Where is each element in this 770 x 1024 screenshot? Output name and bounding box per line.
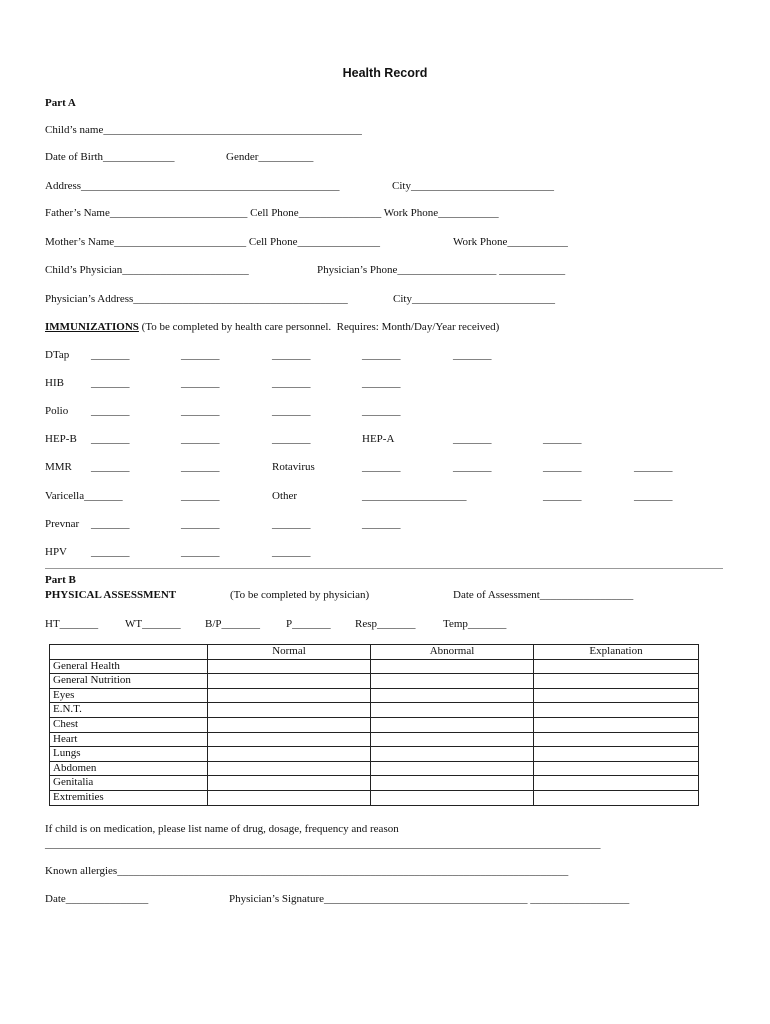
mother-work-phone-field[interactable]: Work Phone___________ (453, 236, 568, 248)
table-row (50, 747, 699, 762)
abnormal-cell[interactable] (371, 776, 534, 791)
childs-physician-field[interactable]: Child’s Physician_______________________ (45, 264, 249, 276)
row-label: Heart (50, 732, 208, 747)
physician-address-field[interactable]: Physician’s Address_______________________________________ (45, 293, 348, 305)
row-label: General Health (50, 659, 208, 674)
dtap-blank[interactable]: _______ (91, 349, 130, 361)
normal-cell[interactable] (208, 659, 371, 674)
abnormal-cell[interactable] (371, 688, 534, 703)
table-row (50, 776, 699, 791)
gender-field[interactable]: Gender__________ (226, 151, 314, 163)
height-field[interactable]: HT_______ (45, 618, 99, 630)
mmr-blank[interactable]: _______ (91, 461, 130, 473)
prevnar-blank[interactable]: _______ (91, 518, 130, 530)
table-row (50, 703, 699, 718)
normal-cell[interactable] (208, 703, 371, 718)
explanation-cell[interactable] (534, 703, 699, 718)
hpv-blank[interactable]: _______ (91, 546, 130, 558)
varicella-field[interactable]: Varicella_______ (45, 490, 123, 502)
hepb-blank[interactable]: _______ (181, 433, 220, 445)
abnormal-cell[interactable] (371, 717, 534, 732)
table-row (50, 674, 699, 689)
abnormal-cell[interactable] (371, 703, 534, 718)
row-label: Extremities (50, 790, 208, 805)
part-b-label: Part B (45, 574, 76, 586)
pulse-field[interactable]: P_______ (286, 618, 331, 630)
known-allergies-field[interactable]: Known allergies__________________________________________________________________________________ (45, 865, 569, 877)
normal-cell[interactable] (208, 688, 371, 703)
table-header-cell: Abnormal (371, 645, 534, 660)
explanation-cell[interactable] (534, 790, 699, 805)
date-of-assessment-field[interactable]: Date of Assessment_________________ (453, 589, 634, 601)
table-header-cell: Normal (208, 645, 371, 660)
hepb-blank[interactable]: _______ (272, 433, 311, 445)
physical-assessment-heading: PHYSICAL ASSESSMENT (45, 589, 177, 601)
blood-pressure-field[interactable]: B/P_______ (205, 618, 261, 630)
prevnar-blank[interactable]: _______ (272, 518, 311, 530)
physical-assessment-note: (To be completed by physician) (230, 589, 370, 601)
rotavirus-blank[interactable]: _______ (634, 461, 673, 473)
hpv-label: HPV (45, 546, 68, 558)
hib-label: HIB (45, 377, 64, 389)
abnormal-cell[interactable] (371, 732, 534, 747)
normal-cell[interactable] (208, 761, 371, 776)
table-row (50, 659, 699, 674)
city-field[interactable]: City__________________________ (392, 180, 554, 192)
table-header-cell: Explanation (534, 645, 699, 660)
normal-cell[interactable] (208, 747, 371, 762)
hepa-blank[interactable]: _______ (543, 433, 582, 445)
hepb-label: HEP-B (45, 433, 77, 445)
table-row (50, 761, 699, 776)
other-blank[interactable]: _______ (634, 490, 673, 502)
abnormal-cell[interactable] (371, 659, 534, 674)
hpv-blank[interactable]: _______ (272, 546, 311, 558)
section-divider (45, 568, 723, 569)
prevnar-label: Prevnar (45, 518, 80, 530)
dtap-label: DTap (45, 349, 70, 361)
normal-cell[interactable] (208, 790, 371, 805)
table-row (50, 732, 699, 747)
normal-cell[interactable] (208, 776, 371, 791)
table-header-cell (50, 645, 208, 660)
date-of-birth-field[interactable]: Date of Birth_____________ (45, 151, 175, 163)
explanation-cell[interactable] (534, 717, 699, 732)
hepa-label: HEP-A (362, 433, 395, 445)
polio-blank[interactable]: _______ (91, 405, 130, 417)
mother-info-field[interactable]: Mother’s Name________________________ Cell Phone_______________ (45, 236, 380, 248)
explanation-cell[interactable] (534, 776, 699, 791)
physician-city-field[interactable]: City__________________________ (393, 293, 555, 305)
row-label: Eyes (50, 688, 208, 703)
row-label: Abdomen (50, 761, 208, 776)
row-label: Lungs (50, 747, 208, 762)
normal-cell[interactable] (208, 732, 371, 747)
row-label: General Nutrition (50, 674, 208, 689)
abnormal-cell[interactable] (371, 674, 534, 689)
table-row (50, 790, 699, 805)
mmr-label: MMR (45, 461, 72, 473)
hepb-blank[interactable]: _______ (91, 433, 130, 445)
polio-blank[interactable]: _______ (181, 405, 220, 417)
childs-name-field[interactable]: Child’s name_______________________________________________ (45, 124, 362, 136)
hpv-blank[interactable]: _______ (181, 546, 220, 558)
polio-blank[interactable]: _______ (272, 405, 311, 417)
weight-field[interactable]: WT_______ (125, 618, 181, 630)
row-label: Chest (50, 717, 208, 732)
physician-signature-field[interactable]: Physician’s Signature_____________________________________ __________________ (229, 893, 630, 905)
rotavirus-blank[interactable]: _______ (543, 461, 582, 473)
hepa-blank[interactable]: _______ (453, 433, 492, 445)
explanation-cell[interactable] (534, 688, 699, 703)
dtap-blank[interactable]: _______ (181, 349, 220, 361)
abnormal-cell[interactable] (371, 761, 534, 776)
normal-cell[interactable] (208, 717, 371, 732)
explanation-cell[interactable] (534, 732, 699, 747)
explanation-cell[interactable] (534, 761, 699, 776)
address-field[interactable]: Address_______________________________________________ (45, 180, 340, 192)
other-label: Other (272, 490, 298, 502)
rotavirus-blank[interactable]: _______ (362, 461, 401, 473)
medication-line[interactable]: _____________________________________________________________________________________________________ (45, 838, 601, 850)
normal-cell[interactable] (208, 674, 371, 689)
hib-blank[interactable]: _______ (91, 377, 130, 389)
rotavirus-label: Rotavirus (272, 461, 315, 473)
row-label: Genitalia (50, 776, 208, 791)
respiration-field[interactable]: Resp_______ (355, 618, 416, 630)
table-row (50, 688, 699, 703)
prevnar-blank[interactable]: _______ (181, 518, 220, 530)
immunizations-note: (To be completed by health care personnel. Requires: Month/Day/Year received) (138, 321, 500, 333)
explanation-cell[interactable] (534, 747, 699, 762)
polio-blank[interactable]: _______ (362, 405, 401, 417)
dtap-blank[interactable]: _______ (272, 349, 311, 361)
father-info-field[interactable]: Father’s Name_________________________ Cell Phone_______________ Work Phone___________ (45, 207, 499, 219)
hib-blank[interactable]: _______ (362, 377, 401, 389)
row-label: E.N.T. (50, 703, 208, 718)
polio-label: Polio (45, 405, 69, 417)
varicella-blank[interactable]: _______ (181, 490, 220, 502)
abnormal-cell[interactable] (371, 790, 534, 805)
mmr-blank[interactable]: _______ (181, 461, 220, 473)
rotavirus-blank[interactable]: _______ (453, 461, 492, 473)
part-a-label: Part A (45, 97, 76, 109)
dtap-blank[interactable]: _______ (362, 349, 401, 361)
other-blank[interactable]: _______ (543, 490, 582, 502)
immunizations-heading (45, 321, 499, 334)
signature-date-field[interactable]: Date_______________ (45, 893, 149, 905)
physician-phone-field[interactable]: Physician’s Phone__________________ ____________ (317, 264, 566, 276)
temperature-field[interactable]: Temp_______ (443, 618, 507, 630)
other-name-blank[interactable]: ___________________ (362, 490, 467, 502)
prevnar-blank[interactable]: _______ (362, 518, 401, 530)
medication-instruction: If child is on medication, please list name of drug, dosage, frequency and reason (45, 823, 399, 835)
page-title: Health Record (342, 66, 428, 80)
explanation-cell[interactable] (534, 659, 699, 674)
abnormal-cell[interactable] (371, 747, 534, 762)
table-header-row (50, 645, 699, 660)
physical-assessment-table (49, 644, 699, 806)
table-row (50, 717, 699, 732)
immunizations-title: IMMUNIZATIONS (45, 321, 139, 333)
hib-blank[interactable]: _______ (181, 377, 220, 389)
hib-blank[interactable]: _______ (272, 377, 311, 389)
dtap-blank[interactable]: _______ (453, 349, 492, 361)
explanation-cell[interactable] (534, 674, 699, 689)
